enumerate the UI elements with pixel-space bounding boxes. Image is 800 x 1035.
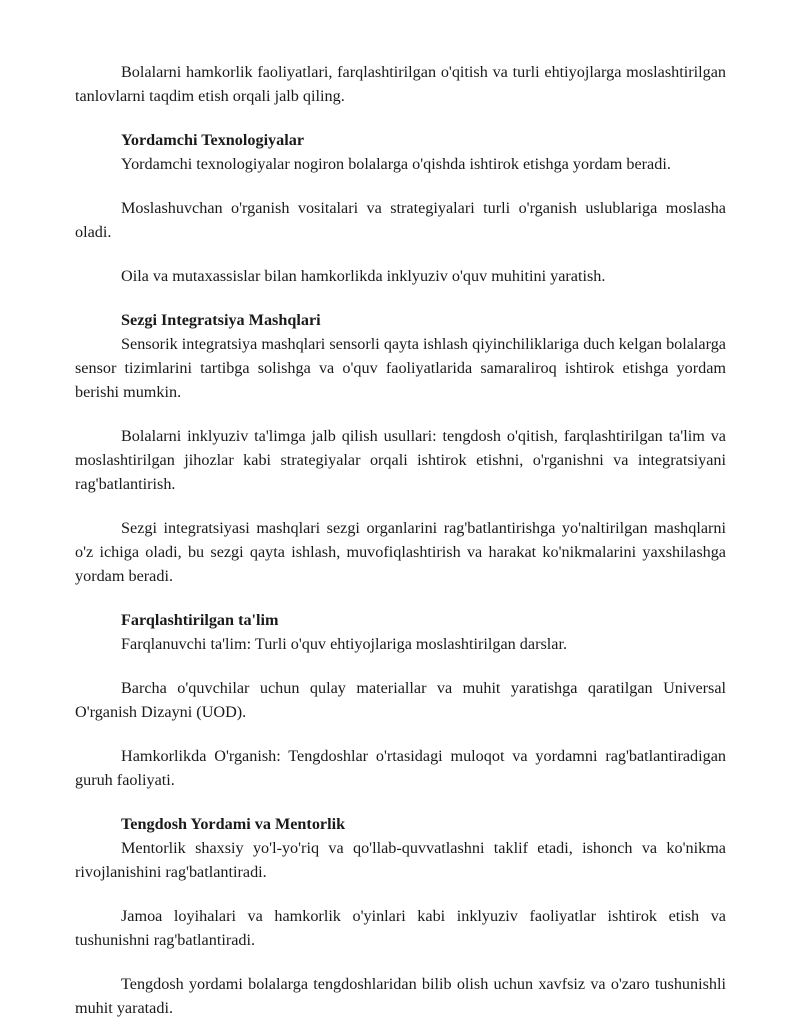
paragraph-sensory-exercises: Sensorik integratsiya mashqlari sensorli qayta ishlash qiyinchiliklariga duch kelgan bolalarga sensor tizimlarini tartibga solishga va o'quv faoliyatlarida samaraliroq ishtirok etishga yordam berishi mumkin. (75, 335, 726, 401)
paragraph-differentiated-lessons: Farqlanuvchi ta'lim: Turli o'quv ehtiyojlariga moslashtirilgan darslar. (121, 635, 567, 653)
heading-sensory-integration: Sezgi Integratsiya Mashqlari (121, 311, 321, 329)
paragraph-team-projects: Jamoa loyihalari va hamkorlik o'yinlari kabi inklyuziv faoliyatlar ishtirok etish va tushunishni rag'batlantiradi. (75, 907, 726, 949)
paragraph-mentorship: Mentorlik shaxsiy yo'l-yo'riq va qo'llab-quvvatlashni taklif etadi, ishonch va ko'nikma rivojlanishini rag'batlantiradi. (75, 839, 726, 881)
document-page (75, 60, 726, 1020)
heading-peer-support: Tengdosh Yordami va Mentorlik (121, 815, 346, 833)
heading-assistive-technologies: Yordamchi Texnologiyalar (121, 131, 305, 149)
paragraph-family-collaboration: Oila va mutaxassislar bilan hamkorlikda inklyuziv o'quv muhitini yaratish. (121, 267, 606, 285)
paragraph-peer-help: Tengdosh yordami bolalarga tengdoshlaridan bilib olish uchun xavfsiz va o'zaro tushunishli muhit yaratadi. (75, 975, 726, 1017)
paragraph-inclusive-methods: Bolalarni inklyuziv ta'limga jalb qilish usullari: tengdosh o'qitish, farqlashtirilgan ta'lim va moslashtirilgan jihozlar kabi strategiyalar orqali ishtirok etishni, o'rganishni va integratsiyani rag'batlantirish. (75, 427, 726, 493)
paragraph-universal-design: Barcha o'quvchilar uchun qulay materiallar va muhit yaratishga qaratilgan Universal O'rganish Dizayni (UOD). (75, 679, 726, 721)
paragraph-adaptive-tools: Moslashuvchan o'rganish vositalari va strategiyalari turli o'rganish uslublariga moslasha oladi. (75, 199, 726, 241)
paragraph-engagement: Bolalarni hamkorlik faoliyatlari, farqlashtirilgan o'qitish va turli ehtiyojlarga moslashtirilgan tanlovlarni taqdim etish orqali jalb qiling. (75, 63, 726, 105)
heading-differentiated-learning: Farqlashtirilgan ta'lim (121, 611, 279, 629)
paragraph-sensory-stimulation: Sezgi integratsiyasi mashqlari sezgi organlarini rag'batlantirishga yo'naltirilgan mashqlarni o'z ichiga oladi, bu sezgi qayta ishlash, muvofiqlashtirish va harakat ko'nikmalarini yaxshilashga yordam beradi. (75, 519, 726, 585)
paragraph-collaborative-learning: Hamkorlikda O'rganish: Tengdoshlar o'rtasidagi muloqot va yordamni rag'batlantiradigan guruh faoliyati. (75, 747, 726, 789)
paragraph-assistive-tech: Yordamchi texnologiyalar nogiron bolalarga o'qishda ishtirok etishga yordam beradi. (121, 155, 671, 173)
